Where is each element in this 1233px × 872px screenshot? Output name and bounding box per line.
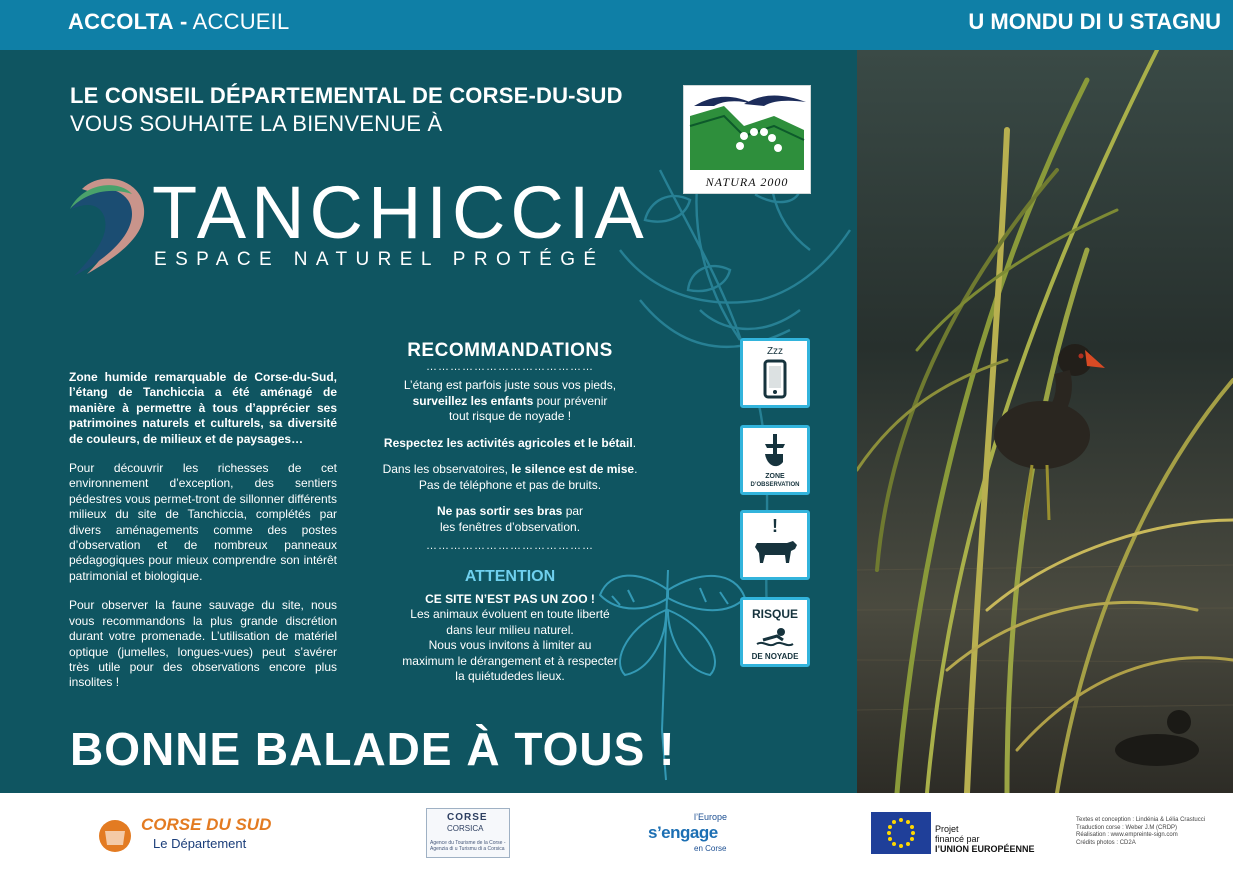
- moorhen-reeds-photo: [857, 50, 1233, 793]
- attention-line-3: Nous vous invitons à limiter au: [428, 638, 592, 653]
- reco-children-line-2: pour prévenir: [533, 393, 608, 408]
- recommandations-divider-top: ……………………………………: [426, 361, 594, 373]
- corse-du-sud-emblem-icon: [95, 819, 137, 853]
- recommandations-title: RECOMMANDATIONS: [407, 340, 613, 361]
- eu-funding-logo: [871, 812, 1041, 856]
- reco-silence-emphasis: le silence est de mise: [511, 462, 635, 476]
- intro-paragraph-1: Zone humide remarquable de Corse-du-Sud, l’étang de Tanchiccia a été aménagé de manière à permettre à tous d’apprécier ses patrimoines naturels et culturels, sa diversité de couleurs, de milieux et de paysages…: [69, 370, 337, 446]
- reco-agriculture-emphasis: Respectez les activités agricoles et le bétail: [383, 435, 633, 450]
- eu-line-1: Projet: [935, 824, 959, 834]
- credit-line-2: Traduction corse : Weber J.M (CRDP): [1076, 824, 1178, 831]
- intro-paragraph-3: Pour observer la faune sauvage du site, nous vous recommandons la plus grande discrétion durant votre promenade. L’utilisation de matériel optique (jumelles, longues-vues) peut s’avérer très utile pour des observations encore plus insolites !: [69, 598, 337, 690]
- header-separator: -: [180, 9, 188, 34]
- reco-silence-line-1a: Dans les observatoires,: [382, 462, 512, 476]
- tanchiccia-logo-mark: [62, 164, 152, 284]
- cow-icon: [743, 513, 807, 577]
- intro-paragraph-2: Pour découvrir les richesses de cet environnement d’exception, des sentiers pédestres vous permet-tront de sillonner différents milieux du site de Tanchiccia, complétés par divers aménagements comme des postes d’observation et de nombreux panneaux pédagogiques pour mieux comprendre son intérêt patrimonial et biologique.: [69, 461, 337, 583]
- drowning-risk-pictogram: [740, 597, 810, 667]
- zone-label-1: ZONE: [765, 473, 785, 480]
- reco-agriculture: [378, 436, 642, 452]
- cattle-warning-pictogram: [740, 510, 810, 580]
- closing-message: BONNE BALADE À TOUS !: [70, 723, 676, 775]
- eu-line-3: l’UNION EUROPÉENNE: [935, 844, 1035, 854]
- recommandations-divider-bottom: ……………………………………: [426, 540, 594, 552]
- header-bar: [0, 0, 1233, 50]
- risk-label-1: RISQUE: [751, 607, 798, 621]
- europe-line-1: l’Europe: [694, 812, 728, 822]
- observation-zone-pictogram: [740, 425, 810, 495]
- reco-arms-emphasis: Ne pas sortir ses bras: [436, 504, 563, 518]
- credits-text: [1076, 817, 1205, 847]
- attention-line-1: Les animaux évoluent en toute liberté: [410, 607, 610, 622]
- eu-flag-icon: [871, 812, 931, 854]
- zzz-label: Zzz: [766, 346, 784, 357]
- reco-silence: [378, 462, 642, 493]
- attention-line-4: maximum le dérangement et à respecter: [402, 653, 618, 668]
- phone-silence-pictogram: [740, 338, 810, 408]
- reco-silence-period: .: [634, 462, 638, 476]
- corse-du-sud-logo: [95, 815, 295, 857]
- reco-silence-line-2: Pas de téléphone et pas de bruits.: [418, 477, 602, 492]
- natura-2000-label: NATURA 2000: [705, 175, 789, 189]
- attention-title: ATTENTION: [464, 568, 556, 585]
- natura-2000-icon: [684, 86, 812, 178]
- attention-line-5: la quiétudedes lieux.: [455, 669, 565, 684]
- header-right-title: U MONDU DI U STAGNU: [968, 9, 1221, 34]
- recommandations-list: [378, 378, 642, 546]
- welcome-line-1: LE CONSEIL DÉPARTEMENTAL DE CORSE-DU-SUD: [70, 83, 623, 108]
- credit-line-3: Réalisation : www.empreinte-sign.com: [1076, 832, 1178, 839]
- reco-children-emphasis: surveillez les enfants: [412, 393, 534, 408]
- intro-text: [69, 370, 337, 705]
- attention-text: [378, 592, 642, 684]
- sponsors-footer: [0, 793, 1233, 872]
- reco-children: [378, 378, 642, 425]
- header-accueil: ACCUEIL: [192, 9, 290, 34]
- corse-du-sud-name: CORSE DU SUD: [141, 815, 272, 834]
- header-accolta: ACCOLTA: [68, 9, 174, 34]
- welcome-line-2: VOUS SOUHAITE LA BIENVENUE À: [70, 111, 443, 136]
- corsica-tourism-logo: [426, 808, 510, 858]
- attention-headline: CE SITE N’EST PAS UN ZOO !: [425, 592, 595, 606]
- corsica-logo-caption: Agence du Tourisme de la Corse - Agenzia di u Turismu di a Corsica: [430, 840, 506, 852]
- eu-line-2: financé par: [935, 834, 980, 844]
- reco-children-line-3: tout risque de noyade !: [448, 409, 572, 423]
- site-subtitle: ESPACE NATUREL PROTÉGÉ: [154, 249, 605, 270]
- attention-line-2: dans leur milieu naturel.: [446, 622, 574, 637]
- site-name: TANCHICCIA: [152, 171, 649, 254]
- eu-funding-text: [935, 824, 1035, 854]
- credit-line-1: Textes et conception : Lindénia & Lélia Crastucci: [1076, 817, 1206, 823]
- reco-agriculture-period: .: [632, 435, 637, 450]
- credit-line-4: Crédits photos : CD2A: [1076, 839, 1136, 846]
- risk-label-2: DE NOYADE: [751, 652, 799, 661]
- reco-children-line-1: L’étang est parfois juste sous vos pieds,: [403, 378, 617, 392]
- zone-label-2: D’OBSERVATION: [750, 482, 800, 488]
- exclamation-mark: !: [772, 516, 778, 536]
- europe-sengage-logo: [648, 810, 730, 856]
- header-left-title: [68, 9, 289, 35]
- europe-line-2: s’engage: [648, 823, 718, 842]
- europe-line-3: en Corse: [694, 844, 727, 853]
- corsica-logo-line-1: CORSE: [447, 812, 488, 823]
- reco-arms-line-2: les fenêtres d’observation.: [439, 519, 581, 534]
- natura-2000-logo: [683, 85, 811, 194]
- corse-du-sud-sub: Le Département: [153, 836, 247, 851]
- reco-arms: [378, 504, 642, 535]
- corsica-logo-line-2: CORSICA: [447, 824, 484, 833]
- reco-arms-line-1: par: [562, 504, 584, 518]
